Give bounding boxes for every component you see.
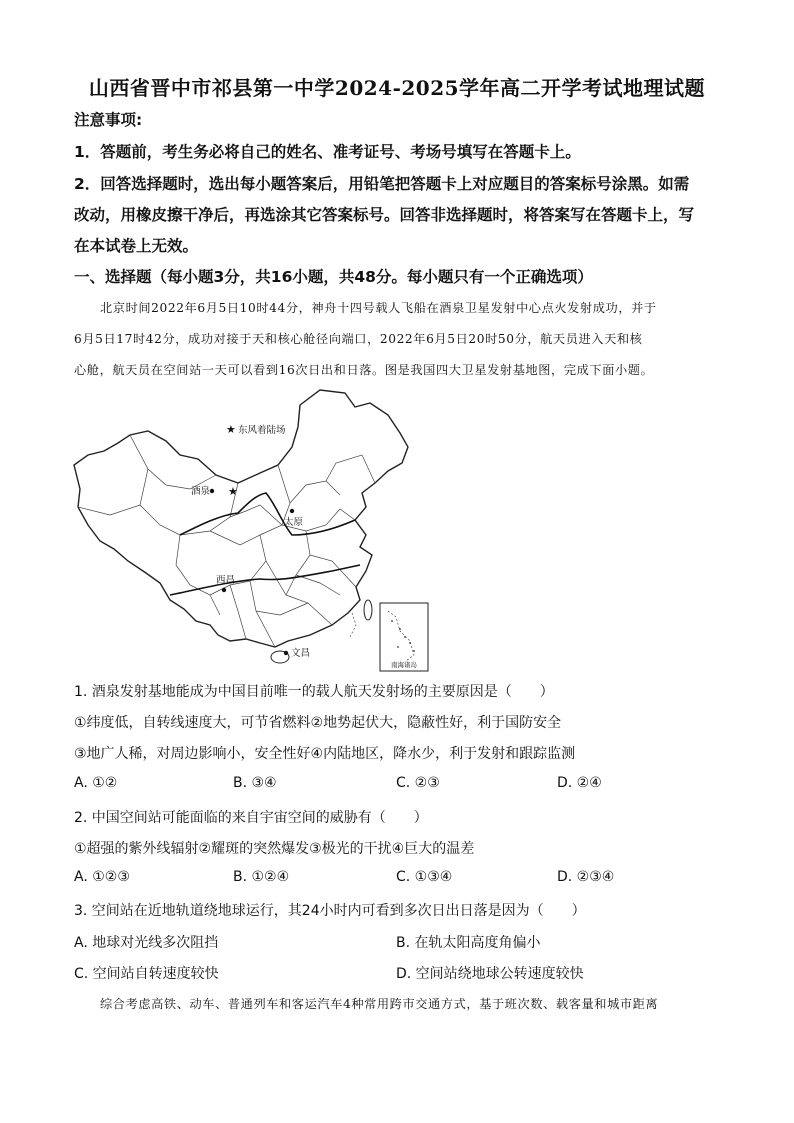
- south-sea-label: 南海诸岛: [391, 661, 417, 669]
- q2-choice-c: C. ①③④: [396, 869, 453, 885]
- landing-site-label: 东风着陆场: [238, 425, 286, 436]
- q1-choice-c: C. ②③: [396, 775, 440, 791]
- notice-heading: 注意事项:: [74, 111, 143, 129]
- notice-item-2-line-2: 改动，用橡皮擦干净后，再选涂其它答案标号。回答非选择题时，将答案写在答题卡上，写: [74, 206, 695, 224]
- q3-choice-c: C. 空间站自转速度较快: [74, 966, 219, 982]
- wenchang-dot: [284, 651, 288, 655]
- jiuquan-label: 酒泉: [191, 486, 211, 497]
- page-title: 山西省晋中市祁县第一中学2024-2025学年高二开学考试地理试题: [88, 76, 706, 100]
- passage-2-line-1: 综合考虑高铁、动车、普通列车和客运汽车4种常用跨市交通方式，基于班次数、载客量和城市距离: [100, 997, 659, 1011]
- rivers: [170, 493, 360, 595]
- taiyuan-dot: [290, 509, 294, 513]
- q2-choice-d: D. ②③④: [557, 869, 615, 885]
- taiwan-island: [364, 600, 372, 620]
- q2-stem: 2. 中国空间站可能面临的来自宇宙空间的威胁有（ ）: [74, 810, 428, 826]
- q3-choice-d: D. 空间站绕地球公转速度较快: [396, 966, 584, 982]
- xichang-dot: [222, 588, 226, 592]
- q3-choice-b: B. 在轨太阳高度角偏小: [396, 935, 541, 951]
- q2-options-line-1: ①超强的紫外线辐射②耀斑的突然爆发③极光的干扰④巨大的温差: [74, 841, 475, 857]
- jiuquan-star-icon: ★: [228, 485, 238, 498]
- q1-options-line-1: ①纬度低，自转线速度大，可节省燃料②地势起伏大，隐蔽性好，利于国防安全: [74, 715, 562, 731]
- passage-line-3: 心舱，航天员在空间站一天可以看到16次日出和日落。图是我国四大卫星发射基地图，完成下面小题。: [74, 363, 654, 377]
- notice-item-1: 1．答题前，考生务必将自己的姓名、准考证号、考场号填写在答题卡上。: [74, 143, 581, 161]
- taiyuan-label: 太原: [284, 517, 304, 528]
- notice-item-2-line-3: 在本试卷上无效。: [74, 237, 199, 255]
- notice-item-2-line-1: 2．回答选择题时，选出每小题答案后，用铅笔把答题卡上对应题目的答案标号涂黑。如需: [74, 175, 690, 193]
- china-launch-sites-map: [70, 385, 440, 675]
- province-lines: [78, 435, 375, 647]
- jiuquan-dot: [210, 489, 214, 493]
- wenchang-label: 文昌: [291, 648, 311, 659]
- q2-choice-a: A. ①②③: [74, 869, 130, 885]
- xichang-label: 西昌: [216, 575, 236, 586]
- q2-choice-b: B. ①②④: [233, 869, 290, 885]
- q1-stem: 1. 酒泉发射基地能成为中国目前唯一的载人航天发射场的主要原因是（ ）: [74, 684, 554, 700]
- section-1-heading: 一、选择题（每小题3分，共16小题，共48分。每小题只有一个正确选项）: [74, 268, 593, 286]
- q1-options-line-2: ③地广人稀，对周边影响小，安全性好④内陆地区，降水少，利于发射和跟踪监测: [74, 746, 576, 762]
- passage-line-1: 北京时间2022年6月5日10时44分，神舟十四号载人飞船在酒泉卫星发射中心点火发射成功，并于: [100, 301, 657, 315]
- q3-stem: 3. 空间站在近地轨道绕地球运行，其24小时内可看到多次日出日落是因为（ ）: [74, 903, 586, 919]
- q1-choice-b: B. ③④: [233, 775, 277, 791]
- q1-choice-a: A. ①②: [74, 775, 118, 791]
- q1-choice-d: D. ②④: [557, 775, 602, 791]
- landing-site-star-icon: ★: [226, 423, 236, 436]
- q3-choice-a: A. 地球对光线多次阻挡: [74, 935, 219, 951]
- passage-line-2: 6月5日17时42分，成功对接于天和核心舱径向端口，2022年6月5日20时50分，航天员进入天和核: [74, 332, 643, 346]
